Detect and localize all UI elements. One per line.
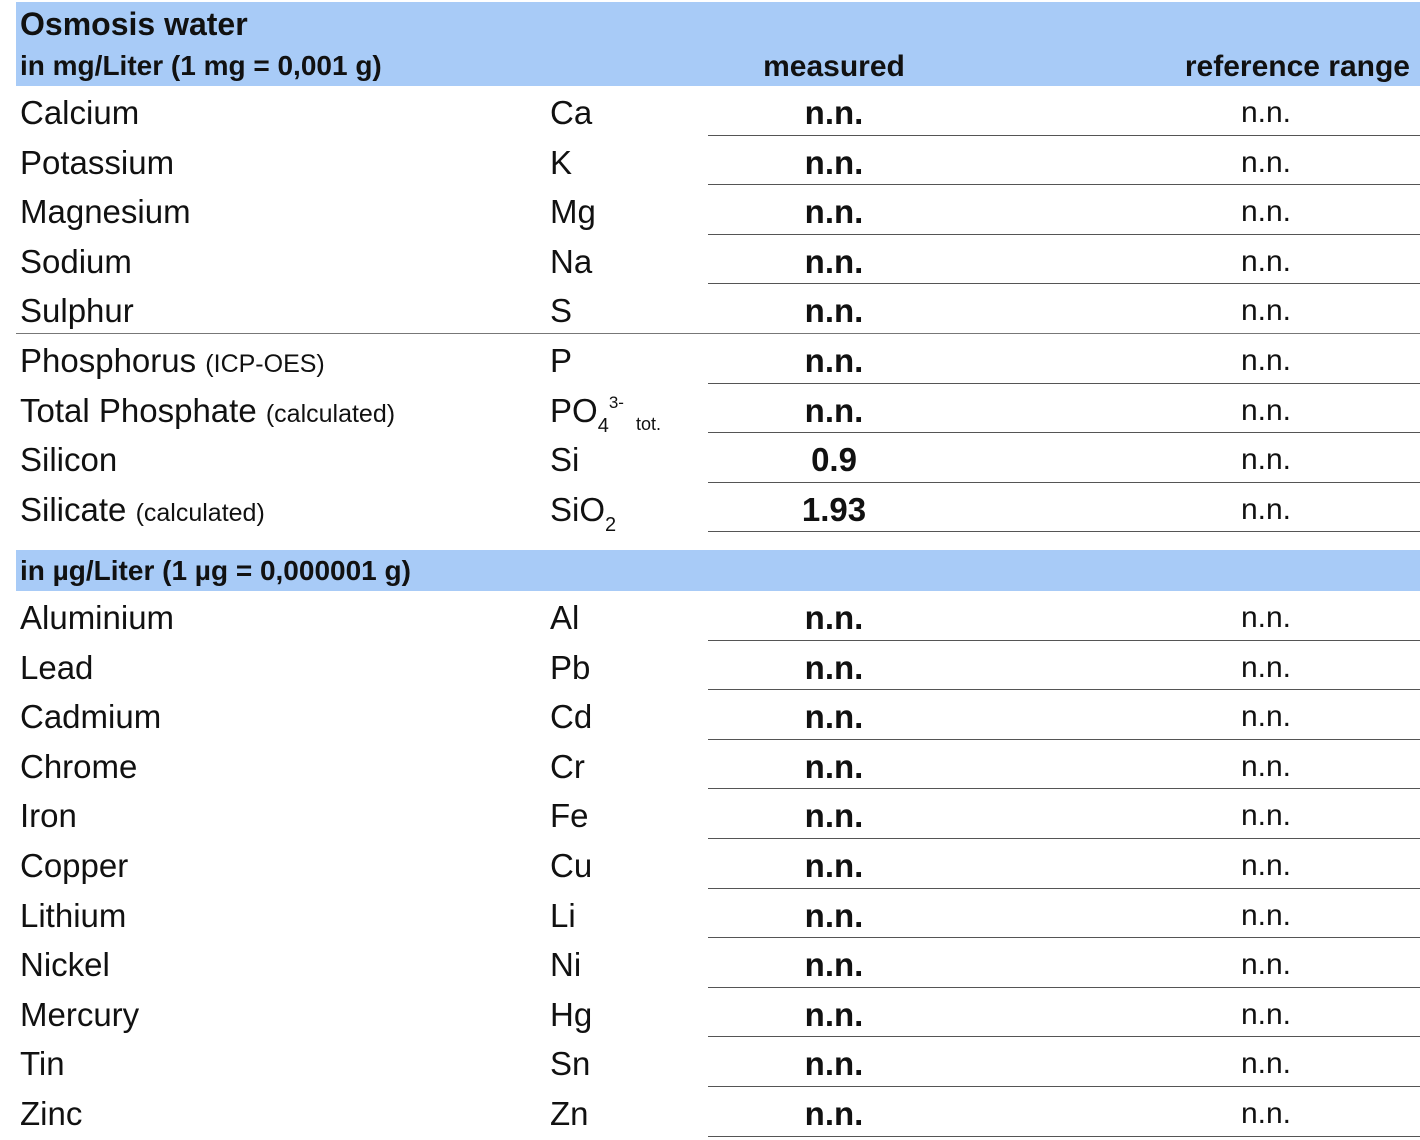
table-row — [0, 591, 1420, 641]
element-symbol-text: P — [550, 341, 573, 379]
table-row — [0, 690, 1420, 740]
element-name-text: Total Phosphate — [20, 391, 257, 429]
measured-value: n.n. — [804, 341, 864, 379]
unit-label-ug: in µg/Liter (1 µg = 0,000001 g) — [20, 555, 411, 586]
symbol-subscript: 2 — [605, 513, 617, 536]
element-name — [20, 698, 161, 736]
measured-value: n.n. — [804, 292, 864, 330]
element-symbol — [550, 292, 572, 330]
element-name-text: Calcium — [20, 94, 140, 131]
element-symbol-text: Na — [550, 242, 593, 280]
table-row — [0, 889, 1420, 939]
element-name — [20, 292, 134, 330]
element-symbol — [550, 193, 596, 231]
table-row — [0, 86, 1420, 136]
element-name — [20, 847, 128, 885]
element-name — [20, 1095, 82, 1133]
element-symbol — [550, 649, 590, 687]
section-header-ug — [16, 550, 1420, 591]
table-row — [0, 483, 1420, 536]
reference-range-value: n.n. — [1240, 1096, 1292, 1130]
reference-range-value: n.n. — [1240, 997, 1292, 1031]
element-name — [20, 94, 139, 132]
element-name — [20, 797, 77, 835]
row-divider — [708, 1136, 1420, 1137]
element-name-text: Lead — [20, 648, 94, 686]
reference-range-value: n.n. — [1240, 393, 1292, 427]
element-name — [20, 491, 265, 529]
element-symbol-text: Al — [550, 599, 580, 636]
element-name-text: Silicate — [20, 490, 127, 528]
reference-range-value: n.n. — [1240, 1047, 1292, 1081]
element-symbol-text: K — [550, 143, 573, 181]
element-symbol — [550, 342, 572, 380]
element-name-text: Tin — [20, 1045, 65, 1083]
column-header-reference: reference range — [1184, 50, 1410, 83]
element-symbol — [550, 391, 661, 437]
element-name — [20, 193, 191, 231]
element-method-note: (calculated) — [135, 498, 265, 527]
element-name-text: Copper — [20, 846, 129, 884]
table-row — [0, 839, 1420, 889]
measured-value: 0.9 — [811, 441, 857, 479]
measured-value: n.n. — [804, 946, 864, 984]
element-method-note: (calculated) — [265, 399, 396, 428]
element-symbol-text: Zn — [550, 1094, 589, 1132]
element-name — [20, 392, 395, 430]
table-row — [0, 235, 1420, 285]
reference-range-value: n.n. — [1240, 96, 1292, 129]
element-name — [20, 599, 174, 637]
element-symbol — [550, 996, 592, 1034]
reference-range-value: n.n. — [1240, 145, 1292, 179]
measured-value: n.n. — [804, 747, 864, 785]
symbol-subscript: 4 — [597, 414, 609, 437]
measured-value: n.n. — [804, 995, 864, 1033]
symbol-superscript: 3- — [608, 392, 624, 412]
element-name-text: Mercury — [20, 995, 140, 1033]
element-name — [20, 441, 117, 479]
element-symbol — [550, 1045, 590, 1083]
element-name-text: Sulphur — [20, 292, 134, 330]
element-name-text: Aluminium — [20, 599, 175, 636]
table-title: Osmosis water — [20, 6, 248, 42]
element-symbol — [550, 599, 579, 637]
table-row — [0, 334, 1420, 384]
element-symbol — [550, 897, 576, 935]
element-name-text: Magnesium — [20, 193, 191, 231]
element-name-text: Potassium — [20, 143, 175, 181]
reference-range-value: n.n. — [1240, 244, 1292, 278]
element-symbol-text: Pb — [550, 648, 591, 686]
element-name-text: Cadmium — [20, 698, 162, 736]
reference-range-value: n.n. — [1240, 749, 1292, 783]
element-symbol — [550, 490, 617, 536]
measured-value: n.n. — [804, 143, 864, 181]
element-symbol — [550, 847, 592, 885]
element-symbol-text: SiO — [550, 490, 606, 528]
element-symbol-text: Ca — [550, 94, 593, 131]
ug-element-list — [0, 591, 1420, 1137]
measured-value: n.n. — [804, 599, 864, 636]
element-symbol-text: Si — [550, 441, 580, 479]
element-symbol — [550, 441, 579, 479]
measured-value: n.n. — [804, 896, 864, 934]
symbol-tag: tot. — [635, 413, 661, 434]
measured-value: 1.93 — [801, 490, 867, 528]
element-name — [20, 649, 93, 687]
measured-value: n.n. — [804, 1045, 864, 1083]
element-method-note: (ICP-OES) — [205, 349, 325, 378]
element-symbol-text: Cu — [550, 846, 593, 884]
table-row — [0, 1037, 1420, 1087]
reference-range-value: n.n. — [1240, 492, 1292, 526]
reference-range-value: n.n. — [1240, 799, 1292, 833]
element-symbol-text: PO — [550, 391, 598, 429]
section-header-mg — [16, 2, 1420, 86]
element-name-text: Nickel — [20, 946, 110, 984]
element-symbol-text: Cr — [550, 747, 585, 785]
reference-range-value: n.n. — [1240, 343, 1292, 377]
element-name — [20, 748, 137, 786]
element-name-text: Phosphorus — [20, 341, 197, 379]
measured-value: n.n. — [804, 648, 864, 686]
element-symbol-text: Mg — [550, 193, 596, 231]
mg-element-list — [0, 86, 1420, 536]
table-row — [0, 185, 1420, 235]
measured-value: n.n. — [804, 391, 864, 429]
element-symbol — [550, 94, 592, 132]
reference-range-value: n.n. — [1240, 650, 1292, 684]
unit-label-mg: in mg/Liter (1 mg = 0,001 g) — [20, 50, 382, 81]
reference-range-value: n.n. — [1240, 443, 1292, 477]
element-symbol-text: Li — [550, 896, 576, 934]
reference-range-value: n.n. — [1240, 848, 1292, 882]
element-name-text: Lithium — [20, 896, 127, 934]
element-symbol-text: Hg — [550, 995, 593, 1033]
element-symbol — [550, 144, 572, 182]
element-symbol-text: Fe — [550, 797, 589, 835]
element-name-text: Iron — [20, 797, 77, 835]
measured-value: n.n. — [804, 94, 864, 131]
element-name — [20, 1045, 65, 1083]
element-name — [20, 144, 174, 182]
element-symbol — [550, 946, 581, 984]
table-row — [0, 284, 1420, 334]
element-name-text: Silicon — [20, 441, 118, 479]
measured-value: n.n. — [804, 1094, 864, 1132]
reference-range-value: n.n. — [1240, 195, 1292, 229]
element-symbol-text: Cd — [550, 698, 593, 736]
measured-value: n.n. — [804, 797, 864, 835]
element-name-text: Sodium — [20, 242, 132, 280]
table-row — [0, 136, 1420, 186]
element-name — [20, 897, 126, 935]
element-symbol — [550, 748, 585, 786]
element-name — [20, 243, 132, 281]
element-name-text: Chrome — [20, 747, 138, 785]
element-name — [20, 996, 139, 1034]
table-row — [0, 433, 1420, 483]
table-row — [0, 789, 1420, 839]
measured-value: n.n. — [804, 193, 864, 231]
reference-range-value: n.n. — [1240, 948, 1292, 982]
table-row — [0, 1087, 1420, 1137]
element-name-text: Zinc — [20, 1094, 83, 1132]
element-symbol — [550, 243, 592, 281]
element-symbol-text: S — [550, 292, 573, 330]
table-row — [0, 740, 1420, 790]
element-symbol — [550, 797, 589, 835]
reference-range-value: n.n. — [1240, 898, 1292, 932]
table-row — [0, 641, 1420, 691]
column-header-measured: measured — [763, 50, 905, 83]
reference-range-value: n.n. — [1240, 700, 1292, 734]
table-row — [0, 384, 1420, 437]
element-symbol-text: Ni — [550, 946, 582, 984]
reference-range-value: n.n. — [1240, 294, 1292, 328]
measured-value: n.n. — [804, 698, 864, 736]
element-symbol-text: Sn — [550, 1045, 591, 1083]
element-name — [20, 946, 110, 984]
row-divider — [708, 531, 1420, 532]
reference-range-value: n.n. — [1240, 601, 1292, 634]
element-name — [20, 342, 325, 380]
measured-value: n.n. — [804, 846, 864, 884]
table-row — [0, 988, 1420, 1038]
table-row — [0, 938, 1420, 988]
element-symbol — [550, 698, 592, 736]
element-symbol — [550, 1095, 589, 1133]
measured-value: n.n. — [804, 242, 864, 280]
